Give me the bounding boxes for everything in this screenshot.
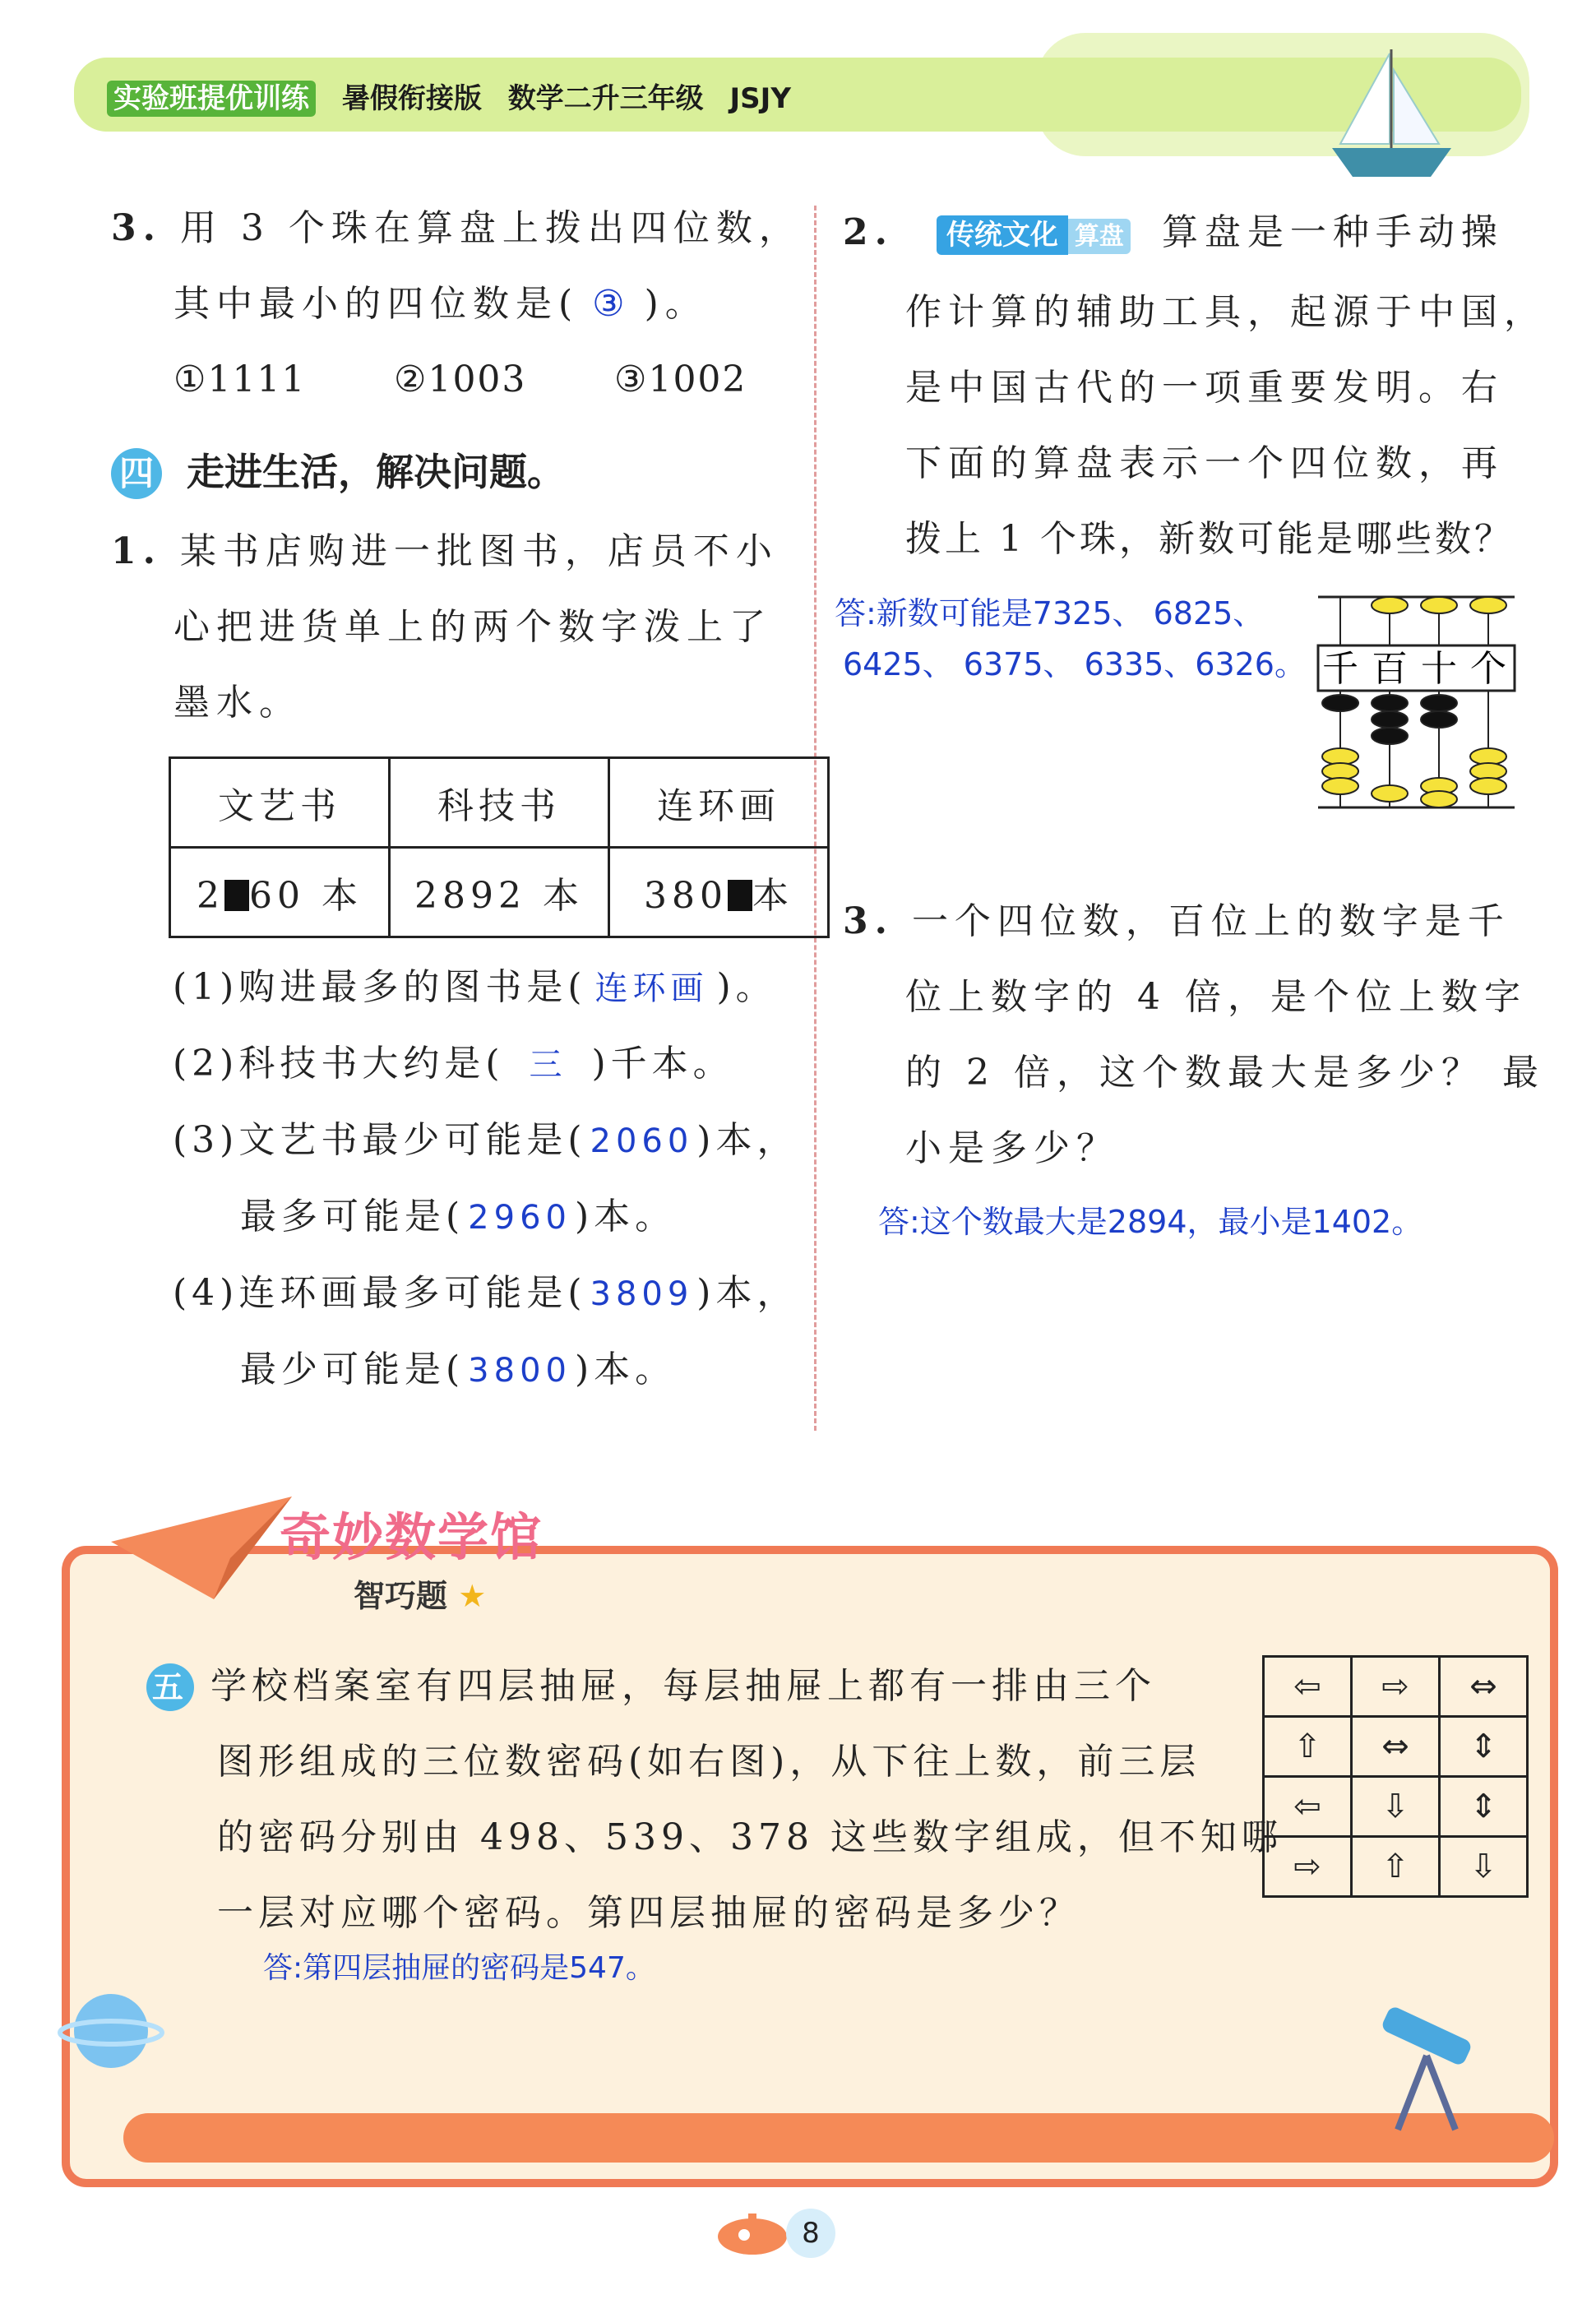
option-2: ②1003 [394, 359, 527, 400]
sub-text: 最多可能是( [240, 1196, 465, 1237]
sub-text: )本， [696, 1272, 798, 1314]
ink-blot [224, 880, 249, 911]
abacus-label-tens: 十 [1421, 648, 1457, 690]
submarine-icon [707, 2204, 789, 2261]
cell-text: 本 [752, 875, 793, 917]
ink-blot [728, 880, 752, 911]
section-heading-4 [111, 442, 565, 499]
page-number: 8 [786, 2209, 835, 2258]
question-text: 墨水。 [173, 682, 302, 724]
answer-text: 连环画 [594, 969, 709, 1007]
arrow-up-down-icon: ⇕ [1440, 1717, 1528, 1777]
sub-text: (1)购进最多的图书是( [173, 966, 587, 1008]
sailboat-icon [1316, 45, 1464, 185]
section-badge: 五 [146, 1663, 194, 1711]
cell-text: 380 [644, 875, 728, 917]
arrow-down-icon: ⇩ [1352, 1777, 1440, 1837]
sub-text: )。 [716, 966, 777, 1008]
option-3: ③1002 [614, 359, 747, 400]
arrow-left-icon: ⇦ [1264, 1657, 1352, 1717]
question-text: 一个四位数，百位上的数字是千 [911, 900, 1510, 942]
question-number: 1. [111, 530, 162, 572]
question-text: 学校档案室有四层抽屉，每层抽屉上都有一排由三个 [210, 1665, 1156, 1707]
sub-text: 最少可能是( [240, 1348, 465, 1390]
arrow-left-icon: ⇦ [1264, 1777, 1352, 1837]
question-number: 3. [111, 207, 162, 249]
abacus-label-hundreds: 百 [1372, 648, 1408, 690]
question-text: 拨上 1 个珠，新数可能是哪些数？ [905, 518, 1514, 560]
header-title [107, 76, 791, 116]
arrow-up-icon: ⇧ [1352, 1837, 1440, 1897]
answer-text: 2960 [468, 1199, 571, 1237]
question-text: 用 3 个珠在算盘上拨出四位数， [179, 207, 802, 249]
table-cell [609, 848, 829, 937]
question-text: 其中最小的四位数是( [173, 283, 580, 325]
table-header: 文艺书 [170, 758, 390, 848]
question-text: 心把进货单上的两个数字泼上了 [173, 606, 772, 648]
question-right-3 [843, 884, 1545, 1187]
question-text: 的密码分别由 498、539、378 这些数字组成，但不知哪 [217, 1816, 1283, 1858]
arrow-right-icon: ⇨ [1352, 1657, 1440, 1717]
sub-text: (4)连环画最多可能是( [173, 1272, 587, 1314]
question-number: 2. [843, 211, 894, 253]
section-badge: 四 [111, 448, 162, 499]
question-number: 3. [843, 900, 894, 942]
arrow-down-icon: ⇩ [1440, 1837, 1528, 1897]
cell-text: 60 本 [249, 875, 363, 917]
code-label: JSJY [729, 82, 791, 115]
answer-text: 6425、 6375、 6335、6326。 [843, 646, 1306, 682]
abacus-label-thousands: 千 [1322, 648, 1358, 690]
subquestions [173, 950, 798, 1409]
table-cell [170, 848, 390, 937]
star-icon: ★ [458, 1578, 487, 1614]
subtitle-text: 智巧题 [354, 1578, 448, 1614]
abacus-illustration [1316, 592, 1517, 810]
question-text: 是中国古代的一项重要发明。右 [905, 367, 1504, 409]
edition-label: 暑假衔接版 [341, 82, 482, 115]
question-text: 一层对应哪个密码。第四层抽屉的密码是多少？ [217, 1892, 1080, 1934]
brand-label: 实验班提优训练 [107, 81, 316, 117]
table-header: 科技书 [390, 758, 609, 848]
question-text: 作计算的辅助工具，起源于中国， [905, 291, 1547, 333]
question-text: )。 [644, 283, 708, 325]
arrow-right-icon: ⇨ [1264, 1837, 1352, 1897]
puzzle-question [146, 1649, 1283, 1951]
answer-text: ③ [592, 283, 631, 325]
planet-icon [58, 1982, 164, 2080]
question-text: 某书店购进一批图书，店员不小 [179, 530, 779, 572]
abacus-label-ones: 个 [1470, 648, 1506, 690]
sub-text: (3)文艺书最少可能是( [173, 1119, 587, 1161]
cell-text: 2 [197, 875, 224, 917]
answer-text: 答:第四层抽屉的密码是547。 [263, 1951, 655, 1985]
sub-text: )本。 [574, 1348, 677, 1390]
answer-block-2 [835, 588, 1306, 690]
arrow-left-right-icon: ⇔ [1352, 1717, 1440, 1777]
sub-text: )本。 [574, 1196, 677, 1237]
question-text: 的 2 倍，这个数最大是多少？ 最 [905, 1052, 1545, 1094]
paper-plane-icon [107, 1492, 296, 1608]
question-text: 下面的算盘表示一个四位数，再 [905, 442, 1504, 484]
arrow-up-icon: ⇧ [1264, 1717, 1352, 1777]
question-text: 图形组成的三位数密码(如右图)，从下往上数，前三层 [217, 1741, 1201, 1783]
option-1: ①1111 [173, 359, 307, 400]
sub-text: )本， [696, 1119, 798, 1161]
question-left-1 [111, 514, 779, 741]
subject-label: 数学二升三年级 [507, 82, 704, 115]
answer-text: 2060 [590, 1122, 694, 1160]
question-right-2 [843, 195, 1547, 577]
book-table [169, 756, 830, 938]
scroll-roll [123, 2113, 1554, 2163]
culture-tag: 传统文化 [937, 215, 1068, 255]
question-text: 小是多少？ [905, 1127, 1119, 1169]
question-text: 算盘是一种手动操 [1161, 211, 1504, 253]
answer-text: 三 [529, 1046, 567, 1084]
panel-title: 奇妙数学馆 [280, 1507, 544, 1567]
abacus-tag: 算盘 [1068, 219, 1131, 254]
question-left-3 [111, 191, 802, 418]
section-title: 走进生活，解决问题。 [187, 450, 566, 494]
telescope-icon [1365, 2006, 1488, 2138]
password-grid [1262, 1655, 1529, 1898]
table-cell: 2892 本 [390, 848, 609, 937]
arrow-left-right-icon: ⇔ [1440, 1657, 1528, 1717]
arrow-up-down-icon: ⇕ [1440, 1777, 1528, 1837]
sub-text: (2)科技书大约是( [173, 1043, 505, 1085]
panel-subtitle [354, 1571, 486, 1616]
question-text: 位上数字的 4 倍，是个位上数字 [905, 976, 1527, 1018]
answer-text: 3809 [590, 1275, 694, 1313]
sub-text: )千本。 [591, 1043, 734, 1085]
table-header: 连环画 [609, 758, 829, 848]
answer-text: 答:这个数最大是2894，最小是1402。 [878, 1204, 1423, 1240]
answer-text: 3800 [468, 1352, 571, 1390]
answer-text: 答:新数可能是7325、 6825、 [835, 595, 1265, 631]
